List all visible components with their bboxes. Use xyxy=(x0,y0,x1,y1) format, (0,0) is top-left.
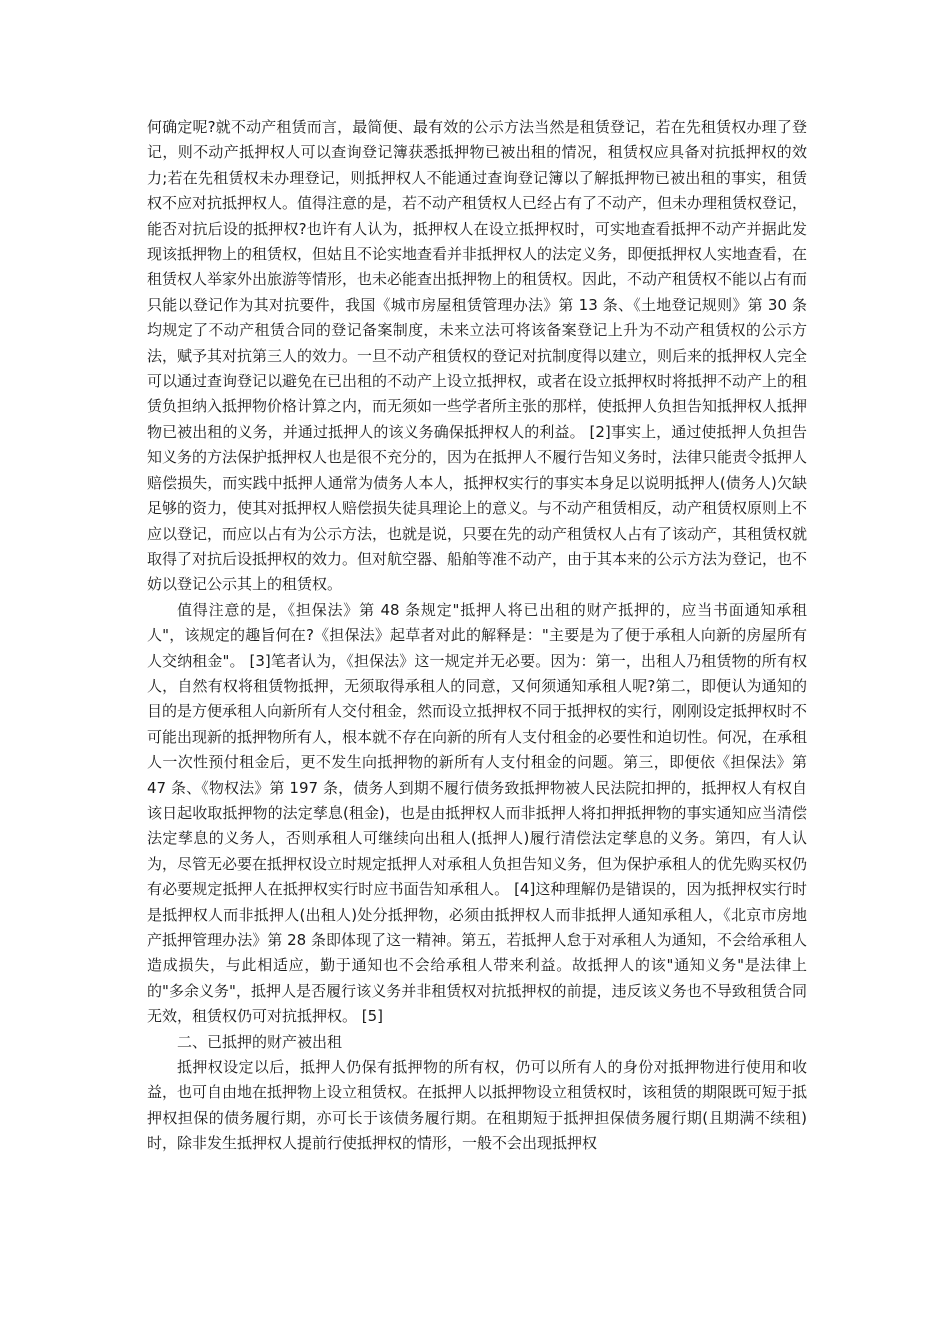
body-paragraph: 值得注意的是，《担保法》第 48 条规定"抵押人将已出租的财产抵押的，应当书面通知承租人"，该规定的趣旨何在?《担保法》起草者对此的解释是："主要是为了便于承租人向新的房屋所有人交纳租金"。 [3]笔者认为，《担保法》这一规定并无必要。因为：第一，出租人乃租赁物的所有权人，自然有权将租赁物抵押，无须取得承租人的同意，又何须通知承租人呢?第二，即便认为通知的目的是方便承租人向新所有人交付租金，然而设立抵押权不同于抵押权的实行，刚刚设定抵押权时不可能出现新的抵押物所有人，根本就不存在向新的所有人支付租金的必要性和迫切性。何况，在承租人一次性预付租金后，更不发生向抵押物的新所有人支付租金的问题。第三，即便依《担保法》第 47 条、《物权法》第 197 条，债务人到期不履行债务致抵押物被人民法院扣押的，抵押权人有权自该日起收取抵押物的法定孳息(租金)，也是由抵押权人而非抵押人将扣押抵押物的事实通知应当清偿法定孳息的义务人，否则承租人可继续向出租人(抵押人)履行清偿法定孳息的义务。第四，有人认为，尽管无必要在抵押权设立时规定抵押人对承租人负担告知义务，但为保护承租人的优先购买权仍有必要规定抵押人在抵押权实行时应书面告知承租人。 [4]这种理解仍是错误的，因为抵押权实行时是抵押权人而非抵押人(出租人)处分抵押物，必须由抵押权人而非抵押人通知承租人，《北京市房地产抵押管理办法》第 28 条即体现了这一精神。第五，若抵押人怠于对承租人为通知，不会给承租人造成损失，与此相适应，勤于通知也不会给承租人带来利益。故抵押人的该"通知义务"是法律上的"多余义务"，抵押人是否履行该义务并非租赁权对抗抵押权的前提，违反该义务也不导致租赁合同无效，租赁权仍可对抗抵押权。 [5] xyxy=(147,600,808,1026)
body-paragraph: 抵押权设定以后，抵押人仍保有抵押物的所有权，仍可以所有人的身份对抵押物进行使用和收益，也可自由地在抵押物上设立租赁权。在抵押人以抵押物设立租赁权时，该租赁的期限既可短于抵押权担保的债务履行期，亦可长于该债务履行期。在租期短于抵押担保债务履行期(且期满不续租)时，除非发生抵押权人提前行使抵押权的情形，一般不会出现抵押权 xyxy=(147,1058,808,1153)
section-heading: 二、已抵押的财产被出租 xyxy=(177,1032,343,1051)
document-body xyxy=(147,115,807,1157)
body-paragraph: 何确定呢?就不动产租赁而言，最简便、最有效的公示方法当然是租赁登记，若在先租赁权办理了登记，则不动产抵押权人可以查询登记簿获悉抵押物已被出租的情况，租赁权应具备对抗抵押权的效力;若在先租赁权未办理登记，则抵押权人不能通过查询登记簿以了解抵押物已被出租的事实，租赁权不应对抗抵押权人。值得注意的是，若不动产租赁权人已经占有了不动产，但未办理租赁权登记，能否对抗后设的抵押权?也许有人认为，抵押权人在设立抵押权时，可实地查看抵押不动产并据此发现该抵押物上的租赁权，但姑且不论实地查看并非抵押权人的法定义务，即便抵押权人实地查看，在租赁权人举家外出旅游等情形，也未必能查出抵押物上的租赁权。因此，不动产租赁权不能以占有而只能以登记作为其对抗要件，我国《城市房屋租赁管理办法》第 13 条、《土地登记规则》第 30 条均规定了不动产租赁合同的登记备案制度，未来立法可将该备案登记上升为不动产租赁权的公示方法，赋予其对抗第三人的效力。一旦不动产租赁权的登记对抗制度得以建立，则后来的抵押权人完全可以通过查询登记以避免在已出租的不动产上设立抵押权，或者在设立抵押权时将抵押不动产上的租赁负担纳入抵押物价格计算之内，而无须如一些学者所主张的那样，使抵押人负担告知抵押权人抵押物已被出租的义务，并通过抵押人的该义务确保抵押权人的利益。 [2]事实上，通过使抵押人负担告知义务的方法保护抵押权人也是很不充分的，因为在抵押人不履行告知义务时，法律只能责令抵押人赔偿损失，而实践中抵押人通常为债务人本人，抵押权实行的事实本身足以说明抵押人(债务人)欠缺足够的资力，使其对抵押权人赔偿损失徒具理论上的意义。与不动产租赁相反，动产租赁权原则上不应以登记，而应以占有为公示方法，也就是说，只要在先的动产租赁权人占有了该动产，其租赁权就取得了对抗后设抵押权的效力。但对航空器、船舶等准不动产，由于其本来的公示方法为登记，也不妨以登记公示其上的租赁权。 xyxy=(147,118,808,594)
